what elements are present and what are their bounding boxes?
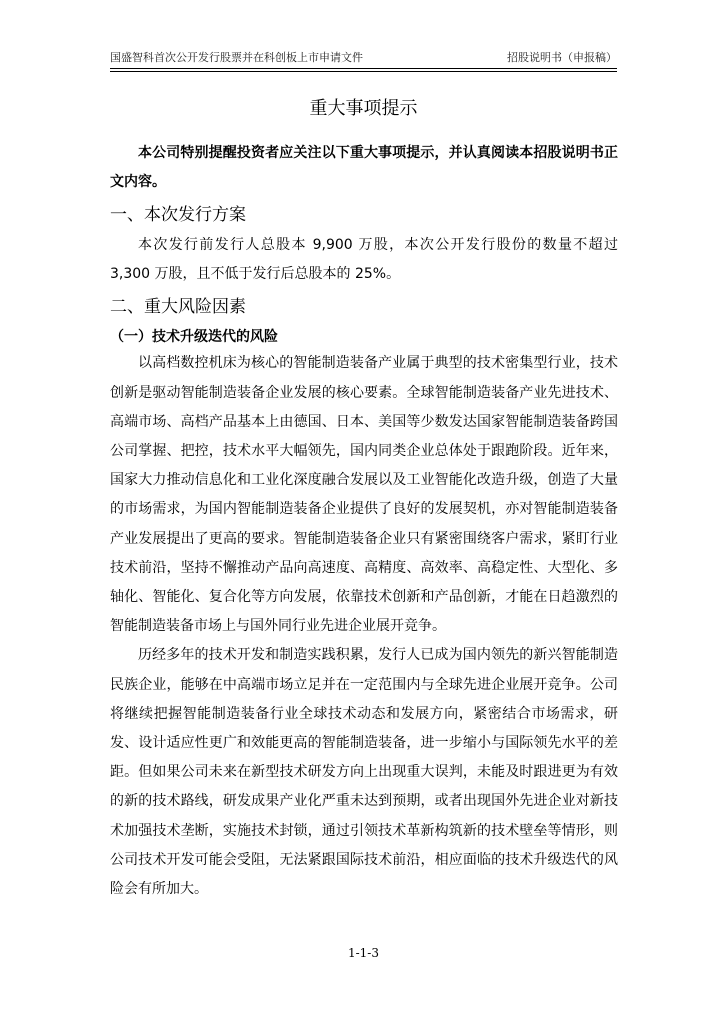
page-number: 1-1-3 [347,946,379,960]
paragraph-issuance: 本次发行前发行人总股本 9,900 万股，本次公开发行股份的数量不超过3,300 万股，且不低于发行后总股本的 25%。 [110,237,618,283]
paragraph-tech-risk-1: 以高档数控机床为核心的智能制造装备产业属于典型的技术密集型行业，技术创新是驱动智能制造装备企业发展的核心要素。全球智能制造装备产业先进技术、高端市场、高档产品基本上由德国、日本、美国等少数发达国家智能制造装备跨国公司掌握、把控，技术水平大幅领先，国内同类企业总体处于跟跑阶段。近年来，国家大力推动信息化和工业化深度融合发展以及工业智能化改造升级，创造了大量的市场需求，为国内智能制造装备企业提供了良好的发展契机，亦对智能制造装备产业发展提出了更高的要求。智能制造装备企业只有紧密围绕客户需求，紧盯行业技术前沿，坚持不懈推动产品向高速度、高精度、高效率、高稳定性、大型化、多轴化、智能化、复合化等方向发展，依靠技术创新和产品创新，才能在日趋激烈的智能制造装备市场上与国外同行业先进企业展开竞争。 [110,355,618,635]
subheading-tech-risk: （一）技术升级迭代的风险 [110,329,278,346]
section-heading-issuance: 一、本次发行方案 [110,205,246,225]
document-body [110,139,618,904]
section-heading-risks: 二、重大风险因素 [110,297,246,318]
header-document-type: 招股说明书（申报稿） [507,51,617,64]
page-title: 重大事项提示 [309,98,418,119]
page-header [110,50,617,66]
header-rule [110,68,617,72]
lead-notice: 本公司特别提醒投资者应关注以下重大事项提示，并认真阅读本招股说明书正文内容。 [110,145,618,190]
paragraph-tech-risk-2: 历经多年的技术开发和制造实践积累，发行人已成为国内领先的新兴智能制造民族企业，能够在中高端市场立足并在一定范围内与全球先进企业展开竞争。公司将继续把握智能制造装备行业全球技术动态和发展方向，紧密结合市场需求，研发、设计适应性更广和效能更高的智能制造装备，进一步缩小与国际领先水平的差距。但如果公司未来在新型技术研发方向上出现重大误判，未能及时跟进更为有效的新的技术路线，研发成果产业化严重未达到预期，或者出现国外先进企业对新技术加强技术垄断，实施技术封锁，通过引领技术革新构筑新的技术壁垒等情形，则公司技术开发可能会受阻，无法紧跟国际技术前沿，相应面临的技术升级迭代的风险会有所加大。 [110,647,618,898]
header-document-name: 国盛智科首次公开发行股票并在科创板上市申请文件 [110,51,363,64]
